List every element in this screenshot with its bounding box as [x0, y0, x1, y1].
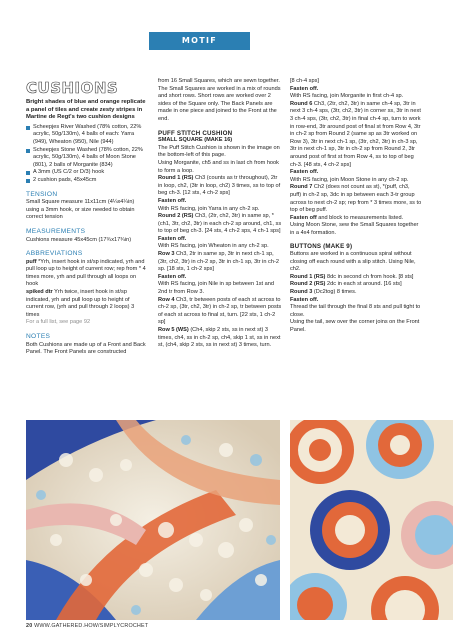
paragraph: and block to measurements listed. [316, 214, 404, 221]
notes-text: Both Cushions are made up of a Front and Back Panel. The Front Panels are constructed [26, 341, 146, 356]
round-label: Round 6 [290, 100, 313, 107]
column-1 [26, 80, 146, 357]
abbreviation-definition: Yrh twice, insert hook in st/sp indicated, yrh and pull loop up to height of current row, (yrh and pull through 2 loops) 3 times [26, 289, 135, 318]
paragraph: With RS facing, join Nile in sp between 1st and 2nd tr from Row 3. [158, 281, 274, 296]
materials-text: Scheepjes River Washed (78% cotton, 22% acrylic, 50g/130m), 4 balls of each: Yarra (949), Wheaton (950), Nile (944) [33, 123, 142, 145]
round-text: 8dc in second ch from hook. [8 sts] [325, 273, 414, 280]
round-instruction [158, 175, 282, 198]
fasten-off: Fasten off. [290, 85, 319, 92]
bullet-square-icon [26, 171, 30, 175]
intro-text: Bright shades of blue and orange replicate a panel of tiles and create zesty stripes in Martine de Regt's two cushion designs [26, 99, 146, 121]
paragraph: Using the tail, sew over the corner joins on the Front Panel. [290, 319, 420, 333]
row-instruction [158, 327, 282, 350]
row-text: Ch3, tr between posts of each st across to ch-2 sp, (3tr, ch2, 3tr) in ch-2 sp, tr between posts of each st across to final st, turn. [22 sts, 1 ch-2 sp] [158, 296, 282, 326]
column-2 [158, 78, 282, 350]
paragraph: With RS facing, join Wheaton in any ch-2 sp. [158, 243, 269, 250]
round-text: Ch2 (does not count as st), *(puff, ch3, puff) in ch-2 sp, 3dc in sp between each 3-tr group across to next ch-2 sp; rep from * 3 times more, ss to top of beg puff. [290, 184, 422, 214]
buttons-heading: BUTTONS (MAKE 9) [290, 243, 353, 251]
fasten-off-block [290, 215, 422, 223]
round-instruction [158, 213, 282, 236]
tension-heading: TENSION [26, 190, 58, 198]
row-instruction [158, 251, 282, 274]
round-label: Round 1 (RS) [158, 175, 194, 182]
paragraph: Using Morganite, ch5 and ss in last ch from hook to form a loop. [158, 159, 279, 174]
round-instruction [290, 274, 422, 282]
paragraph: The Puff Stitch Cushion is shown in the image on the bottom-left of this page. [158, 144, 280, 159]
paragraph: With RS facing, join Yarra in any ch-2 sp. [158, 205, 260, 212]
fasten-off: Fasten off. [158, 273, 187, 280]
bullet-square-icon [26, 179, 30, 183]
materials-item [26, 169, 146, 177]
row-text: Ch3, 2tr in same sp, 3tr in next ch-1 sp, (3tr, ch2, 3tr) in ch-2 sp, 3tr in ch-1 sp, 3tr in ch-2 sp. [18 sts, 1 ch-2 sps] [158, 251, 279, 273]
row-text: (Ch4, skip 2 sts, ss in next st) 3 times, ch4, ss in ch-2 sp, ch4, skip 1 st, ss in next st, (ch4, skip 2 sts, ss in next st) 3 times, turn. [158, 327, 281, 349]
materials-item [26, 124, 146, 147]
fasten-off: Fasten off [290, 214, 317, 221]
crochet-square-image [290, 420, 453, 620]
round-text: Ch3, (2tr, ch2, 3tr) in same sp, *(ch1, 3tr, ch2, 3tr) in each ch-2 sp around, ch1, ss to top of beg ch-3. [24 sts, 4 ch-2 sps, 4 ch-1 sps] [158, 213, 282, 235]
abbreviation-definition: *Yrh, insert hook in st/sp indicated, yrh and pull loop up to height of current row; rep from * 4 times more, yrh and pull through all loops on hook [26, 258, 146, 288]
materials-text: Scheepjes Stone Washed (78% cotton, 22% acrylic, 50g/130m), 4 balls of Moon Stone (801), 2 balls of Morganite (834) [33, 146, 143, 168]
round-label: Round 2 (RS) [290, 281, 326, 288]
pattern-subheading: SMALL SQUARE (MAKE 16) [158, 137, 233, 144]
fasten-off: Fasten off. [158, 197, 187, 204]
paragraph: Buttons are worked in a continuous spiral without closing off each round with a slip stitch. Using Nile, ch2. [290, 251, 416, 273]
bullet-square-icon [26, 149, 30, 153]
row-label: Row 4 [158, 296, 175, 303]
notes-continued: from 16 Small Squares, which are sewn together. The Small Squares are worked in a mix of rounds and short rows. Short rows are worked over 2 sides of the Square only. The Back Panels are made in one piece and joined to the Front at the end. [158, 78, 281, 122]
fasten-off: Fasten off. [290, 169, 319, 176]
abbreviation-spiked-dtr [26, 289, 146, 319]
paragraph: With RS facing, join Morganite in first ch-4 sp. [290, 93, 404, 100]
abbreviation-puff [26, 259, 146, 289]
round-text: (Dc2tog) 8 times. [312, 289, 357, 296]
materials-text: 2 cushion pads, 45x45cm [33, 176, 97, 183]
section-banner: MOTIF HOMEWARES [149, 32, 250, 50]
round-instruction [290, 184, 422, 214]
page-footer [26, 623, 148, 629]
round-label: Round 1 (RS) [290, 273, 326, 280]
abbreviation-term: spiked dtr [26, 289, 53, 296]
row-label: Row 5 (WS) [158, 327, 189, 333]
footer-url: WWW.GATHERED.HOW/SIMPLYCROCHET [34, 623, 149, 629]
paragraph: Thread the tail through the final 8 sts and pull tight to close. [290, 304, 421, 318]
round-text: Ch3 (counts as tr throughout), 2tr in loop, ch2, (3tr in loop, ch2) 3 times, ss to top of beg ch-3. [12 sts, 4 ch-2 sps] [158, 175, 281, 197]
round-instruction [290, 281, 422, 289]
materials-item [26, 147, 146, 170]
measurements-heading: MEASUREMENTS [26, 227, 86, 235]
tension-text: Small Square measure 11x11cm (4¼x4¼in) using a 3mm hook, or size needed to obtain correct tension [26, 199, 135, 221]
materials-text: A 3mm (US C/2 or D/3) hook [33, 169, 105, 176]
measurements-text: Cushions measure 45x45cm (17¾x17¾in) [26, 236, 132, 243]
row-instruction [158, 297, 282, 327]
materials-item [26, 177, 146, 185]
fasten-off: Fasten off. [290, 296, 319, 303]
cushion-photo-granny-square [290, 420, 453, 620]
pattern-heading: PUFF STITCH CUSHION [158, 129, 233, 137]
abbreviation-term: puff [26, 258, 37, 265]
round-text: 2dc in each st around. [16 sts] [325, 281, 402, 288]
crochet-puff-stitch-image [26, 420, 280, 620]
cushion-photo-puff-stitch [26, 420, 280, 620]
page-title: CUSHIONS [26, 79, 119, 97]
abbreviations-heading: ABBREVIATIONS [26, 250, 83, 258]
column-3 [290, 78, 422, 335]
paragraph: [8 ch-4 sps] [290, 78, 319, 84]
round-text: Ch3, (2tr, ch2, 3tr) in same ch-4 sp, 3tr in next 3 ch-4 sps, (3tr, ch2, 3tr) in corner ss, 3tr in next 3 ch-4 sps, (3tr, ch2, 3tr) in final ch-4 sp, turn to work in row-end, 3tr around post of final st from Row 4, 3tr in ch-2 sp from Round 2 (same sp as 3tr worked on Row 3), 3tr in next ch-1 sp, (3tr, ch2, 3tr) in ch-3 sp, 3tr in next ch-1 sp, 3tr in ch-2 sp from Round 2, 3tr around post of first st from Row 4, ss to top of beg ch-3. [48 sts, 4 ch-2 sps] [290, 100, 421, 168]
bullet-square-icon [26, 126, 30, 130]
round-instruction [290, 289, 422, 297]
notes-heading: NOTES [26, 333, 51, 341]
yarn-list [26, 124, 146, 185]
paragraph: With RS facing, join Moon Stone in any ch-2 sp. [290, 176, 409, 183]
page-number: 20 [26, 623, 33, 629]
round-label: Round 2 (RS) [158, 213, 194, 220]
paragraph: Using Moon Stone, sew the Small Squares together in a 4x4 formation. [290, 222, 419, 236]
abbreviation-reference: For a full list, see page 92 [26, 319, 91, 326]
row-label: Row 3 [158, 251, 175, 258]
round-label: Round 7 [290, 184, 313, 191]
fasten-off: Fasten off. [158, 235, 187, 242]
round-instruction [290, 101, 422, 169]
round-label: Round 3 [290, 289, 313, 296]
